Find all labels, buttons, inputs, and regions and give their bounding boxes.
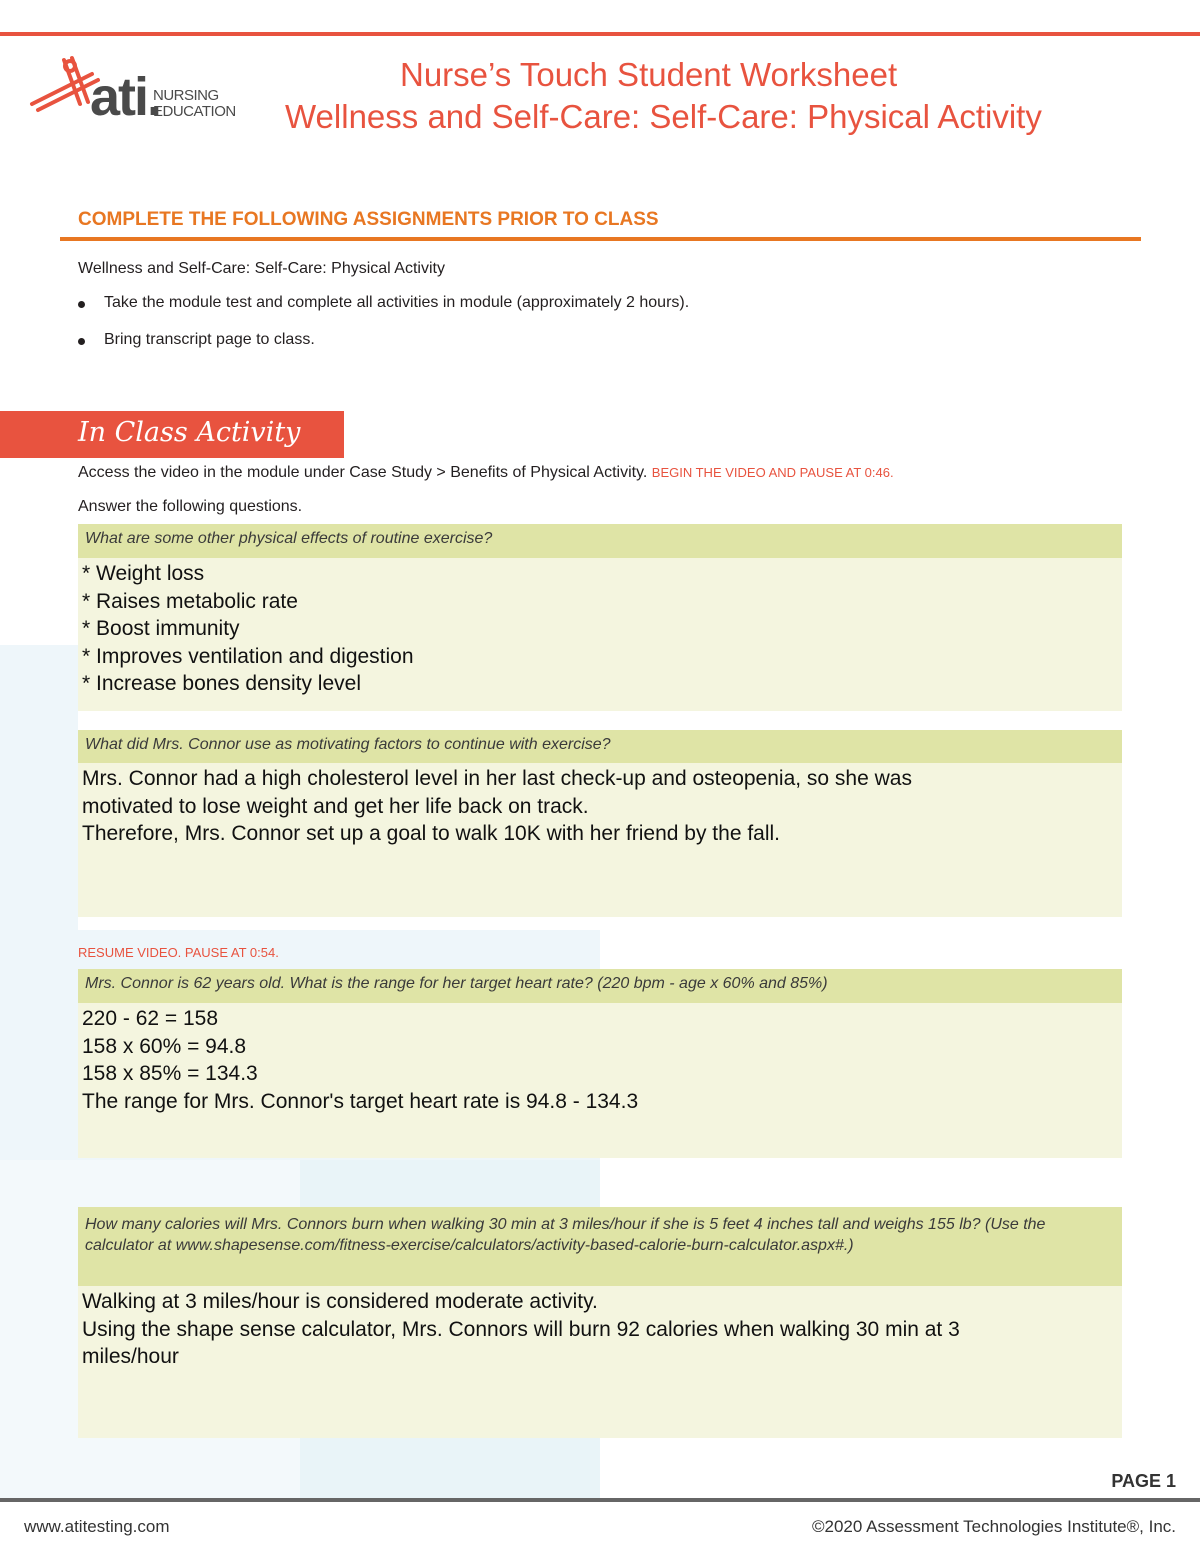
question-3: Mrs. Connor is 62 years old. What is the range for her target heart rate? (220 bpm - age x 60% and 85%) bbox=[78, 969, 1122, 1003]
bg-decor-1 bbox=[0, 645, 78, 930]
footer-divider bbox=[0, 1498, 1200, 1502]
question-4: How many calories will Mrs. Connors burn when walking 30 min at 3 miles/hour if she is 5 feet 4 inches tall and weighs 155 lb? (Use the calculator at www.shapesense.com/fitness-exercise/calculators/activity-based-calorie-burn-calculator.aspx#.) bbox=[78, 1207, 1122, 1286]
answer-3[interactable]: 220 - 62 = 158 158 x 60% = 94.8 158 x 85% = 134.3 The range for Mrs. Connor's target heart rate is 94.8 - 134.3 bbox=[78, 1003, 1122, 1158]
footer-url[interactable]: www.atitesting.com bbox=[24, 1517, 170, 1536]
in-class-banner: In Class Activity bbox=[0, 411, 344, 458]
resume-instruction: RESUME VIDEO. PAUSE AT 0:54. bbox=[78, 945, 279, 960]
section-heading: COMPLETE THE FOLLOWING ASSIGNMENTS PRIOR TO CLASS bbox=[78, 209, 659, 230]
list-item: Bring transcript page to class. bbox=[78, 331, 689, 368]
assignment-list bbox=[78, 294, 689, 368]
answer-2[interactable]: Mrs. Connor had a high cholesterol level in her last check-up and osteopenia, so she was motivated to lose weight and get her life back on track. Therefore, Mrs. Connor set up a goal to walk 10K with her friend by the fall. bbox=[78, 763, 1122, 917]
answer-prompt: Answer the following questions. bbox=[78, 498, 303, 515]
access-instructions: Access the video in the module under Case Study > Benefits of Physical Activity. BEGIN THE VIDEO AND PAUSE AT 0:46. bbox=[78, 464, 894, 481]
bullet-icon bbox=[78, 301, 85, 308]
answer-1[interactable]: * Weight loss * Raises metabolic rate * Boost immunity * Improves ventilation and digestion * Increase bones density level bbox=[78, 558, 1122, 711]
video-pause-instruction: BEGIN THE VIDEO AND PAUSE AT 0:46. bbox=[651, 465, 894, 480]
top-rule bbox=[0, 32, 1200, 36]
page-subtitle: Wellness and Self-Care: Self-Care: Physical Activity bbox=[285, 98, 1042, 135]
question-2: What did Mrs. Connor use as motivating factors to continue with exercise? bbox=[78, 730, 1122, 763]
question-1: What are some other physical effects of routine exercise? bbox=[78, 524, 1122, 558]
section-divider bbox=[60, 237, 1141, 241]
bullet-icon bbox=[78, 338, 85, 345]
footer-copyright: ©2020 Assessment Technologies Institute®, Inc. bbox=[812, 1517, 1176, 1536]
module-name: Wellness and Self-Care: Self-Care: Physical Activity bbox=[78, 260, 445, 277]
page-number: PAGE 1 bbox=[1111, 1471, 1176, 1491]
logo-brand: ati. bbox=[90, 67, 161, 127]
list-item: Take the module test and complete all activities in module (approximately 2 hours). bbox=[78, 294, 689, 331]
answer-4[interactable]: Walking at 3 miles/hour is considered moderate activity. Using the shape sense calculator, Mrs. Connors will burn 92 calories when walking 30 min at 3 miles/hour bbox=[78, 1286, 1122, 1438]
logo-subtitle: NURSING EDUCATION bbox=[153, 87, 236, 120]
page-title: Nurse’s Touch Student Worksheet bbox=[400, 56, 898, 93]
